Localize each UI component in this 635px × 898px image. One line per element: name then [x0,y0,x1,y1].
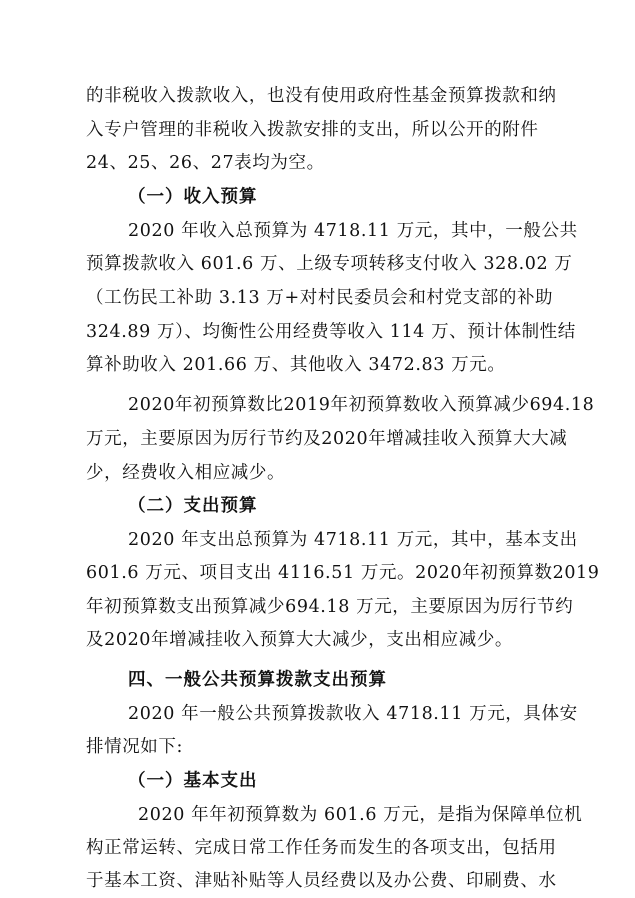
paragraph-line: 2020 年一般公共预算拨款收入 4718.11 万元，具体安 [128,704,578,724]
paragraph-line: 2020年初预算数比2019年初预算数收入预算减少694.18 [128,395,595,415]
paragraph-line: 2020 年支出总预算为 4718.11 万元，其中，基本支出 [128,530,578,550]
section-heading-general-budget: 四、一般公共预算拨款支出预算 [128,670,387,690]
paragraph-line: 年初预算数支出预算减少694.18 万元，主要原因为厉行节约 [86,597,574,617]
section-heading-income-budget: （一）收入预算 [128,187,258,207]
paragraph-line: 及2020年增减挂收入预算大大减少，支出相应减少。 [86,630,514,650]
paragraph-line: （工伤民工补助 3.13 万+对村民委员会和村党支部的补助 [86,288,554,308]
paragraph-line: 于基本工资、津贴补贴等人员经费以及办公费、印刷费、水 [86,871,557,891]
paragraph-line: 2020 年年初预算数为 601.6 万元，是指为保障单位机 [138,805,583,825]
section-heading-expenditure-budget: （二）支出预算 [128,496,258,516]
paragraph-line: 构正常运转、完成日常工作任务而发生的各项支出，包括用 [86,838,557,858]
paragraph-line: 入专户管理的非税收入拨款安排的支出，所以公开的附件 [86,120,539,140]
paragraph-line: 324.89 万）、均衡性公用经费等收入 114 万、预计体制性结 [86,322,576,342]
paragraph-line: 少，经费收入相应减少。 [86,463,286,483]
paragraph-line: 排情况如下: [86,737,183,757]
paragraph-line: 的非税收入拨款收入，也没有使用政府性基金预算拨款和纳 [86,86,557,106]
paragraph-line: 601.6 万元、项目支出 4116.51 万元。2020年初预算数2019 [86,563,600,583]
paragraph-line: 24、25、26、27表均为空。 [86,153,325,173]
paragraph-line: 算补助收入 201.66 万、其他收入 3472.83 万元。 [86,355,506,375]
paragraph-line: 万元，主要原因为厉行节约及2020年增减挂收入预算大大减 [86,429,568,449]
section-heading-basic-expenditure: （一）基本支出 [128,771,258,791]
paragraph-line: 预算拨款收入 601.6 万、上级专项转移支付收入 328.02 万 [86,254,573,274]
paragraph-line: 2020 年收入总预算为 4718.11 万元，其中，一般公共 [128,221,578,241]
